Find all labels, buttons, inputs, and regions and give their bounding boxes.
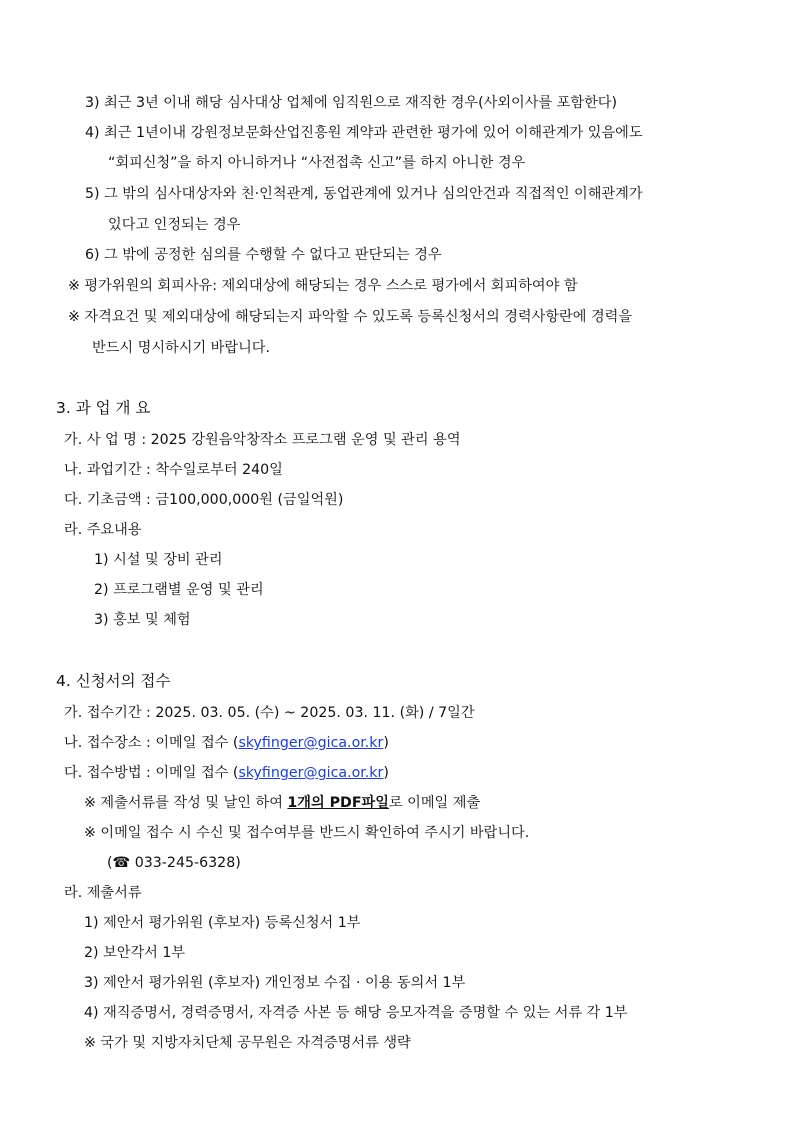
application-place-email-link[interactable]: skyfinger@gica.or.kr <box>238 735 384 751</box>
public-official-note: ※ 국가 및 지방자치단체 공무원은 자격증명서류 생략 <box>84 1035 411 1051</box>
exclusion-item-5-line2: 있다고 인정되는 경우 <box>108 217 241 233</box>
submission-docs-label: 라. 제출서류 <box>64 885 142 901</box>
application-method-label: 다. 접수방법 : 이메일 접수 ( <box>64 765 239 781</box>
application-method-close: ) <box>383 765 389 781</box>
pdf-file-emphasis: 1개의 PDF파일 <box>287 795 389 811</box>
overview-heading: 3. 과 업 개 요 <box>56 399 151 417</box>
submit-note <box>84 796 480 810</box>
application-period: 가. 접수기간 : 2025. 03. 05. (수) ~ 2025. 03. 11. (화) / 7일간 <box>64 705 475 721</box>
project-budget: 다. 기초금액 : 금100,000,000원 (금일억원) <box>64 492 344 508</box>
submission-doc-item: 3) 제안서 평가위원 (후보자) 개인정보 수집 · 이용 동의서 1부 <box>84 975 466 991</box>
exclusion-item-4-line2: “회피신청”을 하지 아니하거나 “사전접촉 신고”를 하지 아니한 경우 <box>108 155 526 171</box>
submit-note-prefix: ※ 제출서류를 작성 및 날인 하여 <box>84 795 288 811</box>
contact-phone: (☎ 033-245-6328) <box>107 855 241 871</box>
application-place <box>64 736 389 750</box>
exclusion-item-4-line1: 4) 최근 1년이내 강원정보문화산업진흥원 계약과 관련한 평가에 있어 이해관계가 있음에도 <box>85 125 643 141</box>
application-method <box>64 766 389 780</box>
submission-doc-item: 1) 제안서 평가위원 (후보자) 등록신청서 1부 <box>84 915 361 931</box>
application-method-email-link[interactable]: skyfinger@gica.or.kr <box>238 765 384 781</box>
submission-doc-item: 4) 재직증명서, 경력증명서, 자격증 사본 등 해당 응모자격을 증명할 수 있는 서류 각 1부 <box>84 1005 628 1021</box>
content-item: 3) 홍보 및 체험 <box>94 612 191 628</box>
main-content-label: 라. 주요내용 <box>64 522 142 538</box>
exclusion-item-3: 3) 최근 3년 이내 해당 심사대상 업체에 임직원으로 재직한 경우(사외이사를 포함한다) <box>85 95 618 111</box>
application-place-label: 나. 접수장소 : 이메일 접수 ( <box>64 735 239 751</box>
submission-doc-item: 2) 보안각서 1부 <box>84 945 186 961</box>
submit-note-suffix: 로 이메일 제출 <box>388 795 481 811</box>
project-period: 나. 과업기간 : 착수일로부터 240일 <box>64 462 283 478</box>
content-item: 1) 시설 및 장비 관리 <box>94 552 223 568</box>
qualification-note-line2: 반드시 명시하시기 바랍니다. <box>92 340 270 356</box>
qualification-note-line1: ※ 자격요건 및 제외대상에 해당되는지 파악할 수 있도록 등록신청서의 경력사항란에 경력을 <box>68 309 633 325</box>
exclusion-item-6: 6) 그 밖에 공정한 심의를 수행할 수 없다고 판단되는 경우 <box>85 247 442 263</box>
application-heading: 4. 신청서의 접수 <box>56 672 171 690</box>
evaluator-avoidance-note: ※ 평가위원의 회피사유: 제외대상에 해당되는 경우 스스로 평가에서 회피하여야 함 <box>68 278 578 294</box>
exclusion-item-5-line1: 5) 그 밖의 심사대상자와 친·인척관계, 동업관계에 있거나 심의안건과 직접적인 이해관계가 <box>85 186 643 202</box>
project-name: 가. 사 업 명 : 2025 강원음악창작소 프로그램 운영 및 관리 용역 <box>64 432 461 448</box>
application-place-close: ) <box>383 735 389 751</box>
confirm-note: ※ 이메일 접수 시 수신 및 접수여부를 반드시 확인하여 주시기 바랍니다. <box>84 825 530 841</box>
content-item: 2) 프로그램별 운영 및 관리 <box>94 582 264 598</box>
